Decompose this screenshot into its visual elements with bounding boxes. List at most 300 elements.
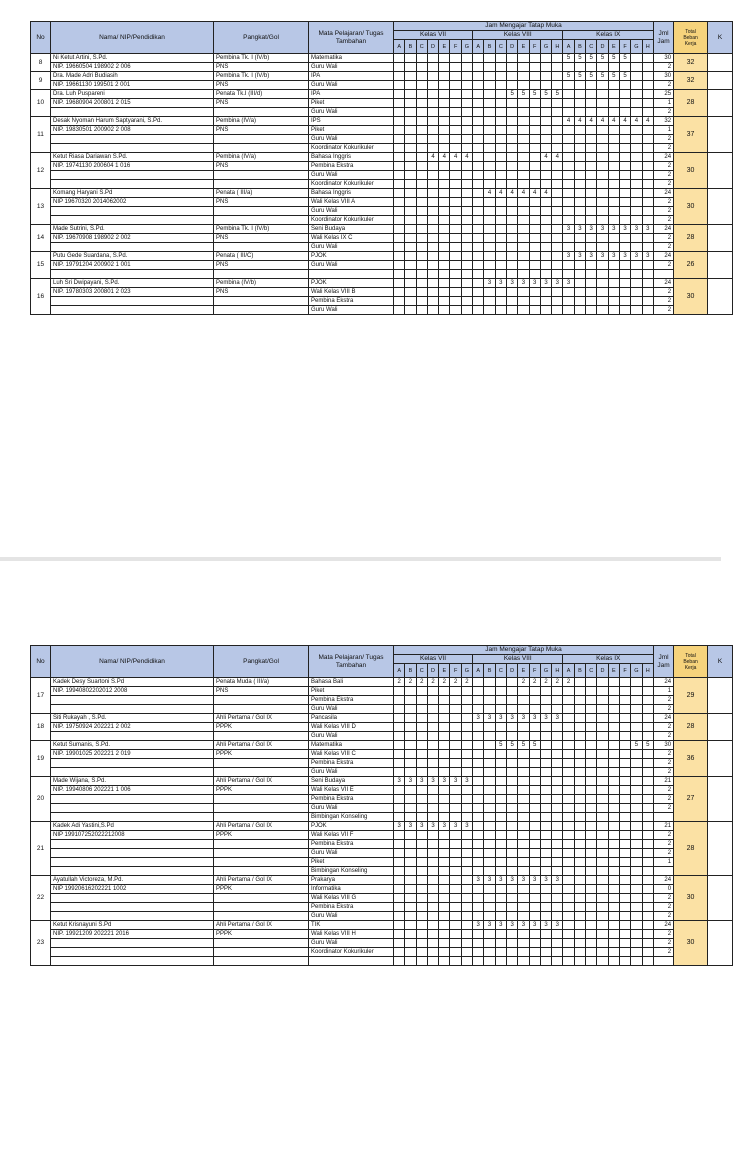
hours-cell [586, 216, 597, 225]
col-g8-e: E [518, 664, 529, 678]
hours-cell [518, 777, 529, 786]
hours-cell [427, 921, 438, 930]
hours-cell [461, 207, 472, 216]
hours-cell [563, 903, 574, 912]
hours-cell [552, 72, 563, 81]
jml-jam: 2 [654, 849, 674, 858]
hours-cell [427, 930, 438, 939]
hours-cell [439, 786, 450, 795]
hours-cell [394, 759, 405, 768]
hours-cell [427, 948, 438, 957]
hours-cell [540, 180, 551, 189]
table-row [31, 126, 733, 135]
hours-cell [608, 714, 619, 723]
col-g8-d: D [506, 664, 517, 678]
table-row [31, 732, 733, 741]
hours-cell [608, 144, 619, 153]
col-teaching-hours: Jam Mengajar Tatap Muka [394, 22, 654, 31]
hours-cell [608, 948, 619, 957]
hours-cell [416, 849, 427, 858]
teacher-rank [214, 135, 309, 144]
hours-cell [484, 261, 495, 270]
table-row [31, 678, 733, 687]
jml-jam: 2 [654, 768, 674, 777]
col-subject: Mata Pelajaran/ Tugas Tambahan [309, 646, 394, 678]
hours-cell [439, 189, 450, 198]
hours-cell [619, 90, 630, 99]
hours-cell [427, 90, 438, 99]
hours-cell [506, 849, 517, 858]
hours-cell [574, 732, 585, 741]
hours-cell [518, 750, 529, 759]
hours-cell [405, 732, 416, 741]
hours-cell [394, 714, 405, 723]
hours-cell [439, 252, 450, 261]
hours-cell [529, 840, 540, 849]
hours-cell [450, 795, 461, 804]
hours-cell [506, 732, 517, 741]
hours-cell [540, 270, 551, 279]
hours-cell [484, 198, 495, 207]
subject-task: Guru Wali [309, 306, 394, 315]
hours-cell [416, 912, 427, 921]
hours-cell [506, 144, 517, 153]
hours-cell [586, 297, 597, 306]
hours-cell [518, 795, 529, 804]
hours-cell: 2 [529, 678, 540, 687]
hours-cell [495, 207, 506, 216]
hours-cell [495, 804, 506, 813]
hours-cell [461, 279, 472, 288]
hours-cell [461, 252, 472, 261]
hours-cell [563, 171, 574, 180]
table-row [31, 849, 733, 858]
hours-cell [427, 831, 438, 840]
hours-cell: 4 [461, 153, 472, 162]
hours-cell [416, 180, 427, 189]
hours-cell [461, 234, 472, 243]
jml-jam: 2 [654, 63, 674, 72]
hours-cell [506, 957, 517, 966]
hours-cell [405, 108, 416, 117]
row-number: 8 [31, 54, 51, 72]
hours-cell [563, 687, 574, 696]
hours-cell [450, 696, 461, 705]
hours-cell [427, 144, 438, 153]
hours-cell [495, 759, 506, 768]
hours-cell [586, 840, 597, 849]
hours-cell [597, 786, 608, 795]
table-row [31, 840, 733, 849]
hours-cell: 3 [631, 252, 642, 261]
hours-cell [461, 750, 472, 759]
subject-task: Guru Wali [309, 732, 394, 741]
hours-cell [552, 723, 563, 732]
hours-cell [529, 180, 540, 189]
hours-cell [495, 768, 506, 777]
hours-cell [608, 777, 619, 786]
hours-cell [405, 930, 416, 939]
hours-cell [450, 144, 461, 153]
hours-cell [506, 162, 517, 171]
hours-cell [506, 831, 517, 840]
total-workload: 27 [674, 777, 708, 822]
hours-cell [473, 768, 484, 777]
hours-cell: 3 [563, 279, 574, 288]
hours-cell [529, 198, 540, 207]
hours-cell [552, 162, 563, 171]
hours-cell [473, 90, 484, 99]
hours-cell [439, 921, 450, 930]
hours-cell [552, 144, 563, 153]
subject-task: Piket [309, 687, 394, 696]
table-row [31, 903, 733, 912]
hours-cell [574, 180, 585, 189]
hours-cell [495, 198, 506, 207]
hours-cell [518, 234, 529, 243]
teacher-rank [214, 813, 309, 822]
teacher-name-nip: Ketut Sumanis, S.Pd. [51, 741, 214, 750]
hours-cell [574, 144, 585, 153]
teacher-rank [214, 207, 309, 216]
hours-cell [394, 732, 405, 741]
hours-cell [642, 786, 654, 795]
hours-cell [506, 885, 517, 894]
hours-cell [461, 885, 472, 894]
hours-cell [563, 867, 574, 876]
hours-cell [439, 126, 450, 135]
hours-cell [586, 930, 597, 939]
hours-cell [540, 243, 551, 252]
hours-cell [439, 813, 450, 822]
teacher-name-nip [51, 894, 214, 903]
teacher-rank [214, 867, 309, 876]
hours-cell [619, 849, 630, 858]
hours-cell [473, 126, 484, 135]
hours-cell [405, 786, 416, 795]
hours-cell [495, 894, 506, 903]
hours-cell [574, 876, 585, 885]
hours-cell [495, 687, 506, 696]
hours-cell [484, 777, 495, 786]
hours-cell [518, 144, 529, 153]
hours-cell [586, 939, 597, 948]
subject-task: IPS [309, 117, 394, 126]
hours-cell: 3 [506, 714, 517, 723]
subject-task: Guru Wali [309, 207, 394, 216]
hours-cell [518, 840, 529, 849]
hours-cell: 2 [405, 678, 416, 687]
hours-cell [619, 696, 630, 705]
hours-cell [439, 72, 450, 81]
hours-cell: 3 [416, 822, 427, 831]
hours-cell [427, 126, 438, 135]
hours-cell [439, 885, 450, 894]
hours-cell [427, 714, 438, 723]
hours-cell [427, 912, 438, 921]
table-row [31, 243, 733, 252]
hours-cell [484, 171, 495, 180]
hours-cell [540, 144, 551, 153]
hours-cell [518, 822, 529, 831]
hours-cell [473, 741, 484, 750]
hours-cell [495, 306, 506, 315]
subject-task: Wali Kelas VIII A [309, 198, 394, 207]
hours-cell: 5 [563, 54, 574, 63]
hours-cell [540, 162, 551, 171]
hours-cell [563, 822, 574, 831]
hours-cell [484, 252, 495, 261]
teacher-rank [214, 306, 309, 315]
hours-cell [540, 198, 551, 207]
hours-cell [506, 216, 517, 225]
hours-cell [495, 786, 506, 795]
hours-cell [439, 81, 450, 90]
teacher-rank: Penata Tk.I (III/d) [214, 90, 309, 99]
hours-cell [608, 723, 619, 732]
hours-cell [439, 894, 450, 903]
hours-cell [461, 189, 472, 198]
hours-cell [552, 270, 563, 279]
hours-cell [631, 894, 642, 903]
teacher-name-nip: Desak Nyoman Harum Saptyarani, S.Pd. [51, 117, 214, 126]
hours-cell [586, 732, 597, 741]
hours-cell [619, 858, 630, 867]
hours-cell [540, 261, 551, 270]
hours-cell [484, 117, 495, 126]
hours-cell [552, 705, 563, 714]
teacher-rank [214, 759, 309, 768]
hours-cell: 3 [495, 921, 506, 930]
hours-cell [495, 234, 506, 243]
table-row [31, 930, 733, 939]
hours-cell [619, 153, 630, 162]
hours-cell [586, 903, 597, 912]
hours-cell [405, 903, 416, 912]
hours-cell [495, 72, 506, 81]
hours-cell [450, 840, 461, 849]
total-workload: 29 [674, 678, 708, 714]
hours-cell [597, 714, 608, 723]
hours-cell [506, 180, 517, 189]
hours-cell: 3 [473, 876, 484, 885]
hours-cell [495, 705, 506, 714]
hours-cell: 3 [416, 777, 427, 786]
hours-cell [394, 189, 405, 198]
col-g9-c: C [586, 40, 597, 54]
table-row [31, 876, 733, 885]
teacher-name-nip [51, 732, 214, 741]
hours-cell [540, 777, 551, 786]
hours-cell [642, 279, 654, 288]
hours-cell [529, 750, 540, 759]
hours-cell [642, 894, 654, 903]
hours-cell [529, 957, 540, 966]
hours-cell [405, 72, 416, 81]
hours-cell [529, 99, 540, 108]
hours-cell [518, 207, 529, 216]
hours-cell [631, 678, 642, 687]
hours-cell [439, 54, 450, 63]
hours-cell [552, 795, 563, 804]
hours-cell [552, 117, 563, 126]
hours-cell [506, 288, 517, 297]
hours-cell [518, 117, 529, 126]
hours-cell [394, 72, 405, 81]
hours-cell [586, 804, 597, 813]
hours-cell [450, 189, 461, 198]
hours-cell [563, 840, 574, 849]
hours-cell [642, 243, 654, 252]
hours-cell [439, 297, 450, 306]
hours-cell [405, 840, 416, 849]
hours-cell: 3 [439, 777, 450, 786]
hours-cell: 5 [597, 72, 608, 81]
hours-cell [574, 903, 585, 912]
hours-cell [574, 939, 585, 948]
hours-cell [586, 306, 597, 315]
hours-cell [586, 180, 597, 189]
hours-cell [586, 171, 597, 180]
hours-cell [608, 81, 619, 90]
hours-cell [597, 831, 608, 840]
hours-cell [416, 270, 427, 279]
hours-cell [394, 948, 405, 957]
hours-cell [540, 126, 551, 135]
hours-cell [450, 723, 461, 732]
hours-cell [427, 216, 438, 225]
jml-jam: 30 [654, 741, 674, 750]
hours-cell: 3 [518, 714, 529, 723]
col-extra: K [708, 22, 733, 54]
total-workload: 30 [674, 153, 708, 189]
hours-cell [608, 216, 619, 225]
hours-cell [642, 831, 654, 840]
subject-task: IPA [309, 72, 394, 81]
hours-cell [529, 261, 540, 270]
hours-cell [506, 768, 517, 777]
hours-cell [506, 705, 517, 714]
col-grade-9: Kelas IX [563, 31, 654, 40]
hours-cell [631, 306, 642, 315]
hours-cell [552, 759, 563, 768]
hours-cell [495, 63, 506, 72]
col-g9-e: E [608, 664, 619, 678]
hours-cell [506, 903, 517, 912]
hours-cell: 3 [529, 279, 540, 288]
jml-jam: 2 [654, 180, 674, 189]
hours-cell [439, 90, 450, 99]
hours-cell [597, 162, 608, 171]
hours-cell [552, 903, 563, 912]
col-g9-f: F [619, 664, 630, 678]
hours-cell [563, 153, 574, 162]
teacher-rank: PNS [214, 63, 309, 72]
hours-cell [484, 912, 495, 921]
hours-cell [427, 162, 438, 171]
hours-cell [631, 108, 642, 117]
col-name: Nama/ NIP/Pendidikan [51, 646, 214, 678]
hours-cell [619, 723, 630, 732]
hours-cell [563, 795, 574, 804]
hours-cell [473, 162, 484, 171]
hours-cell [416, 261, 427, 270]
jml-jam: 2 [654, 786, 674, 795]
hours-cell [574, 153, 585, 162]
hours-cell [416, 903, 427, 912]
hours-cell [608, 270, 619, 279]
hours-cell [586, 723, 597, 732]
jml-jam: 2 [654, 795, 674, 804]
hours-cell [619, 216, 630, 225]
hours-cell [642, 72, 654, 81]
hours-cell [506, 72, 517, 81]
row-number: 11 [31, 117, 51, 153]
hours-cell [461, 921, 472, 930]
hours-cell [506, 135, 517, 144]
hours-cell [540, 135, 551, 144]
table-row [31, 858, 733, 867]
hours-cell [473, 180, 484, 189]
hours-cell [405, 804, 416, 813]
hours-cell [439, 99, 450, 108]
hours-cell [416, 207, 427, 216]
hours-cell [563, 705, 574, 714]
teacher-name-nip: NIP. 19680904 200801 2 015 [51, 99, 214, 108]
subject-task: Guru Wali [309, 108, 394, 117]
row-number: 10 [31, 90, 51, 117]
hours-cell [461, 261, 472, 270]
hours-cell [461, 948, 472, 957]
hours-cell [439, 804, 450, 813]
hours-cell [495, 813, 506, 822]
hours-cell: 3 [394, 822, 405, 831]
hours-cell [427, 723, 438, 732]
jml-jam: 2 [654, 930, 674, 939]
hours-cell [484, 687, 495, 696]
total-workload: 32 [674, 72, 708, 90]
hours-cell [631, 63, 642, 72]
hours-cell [586, 108, 597, 117]
hours-cell [563, 234, 574, 243]
hours-cell [439, 207, 450, 216]
hours-cell [394, 723, 405, 732]
hours-cell [416, 63, 427, 72]
hours-cell [586, 687, 597, 696]
hours-cell [631, 930, 642, 939]
hours-cell [473, 189, 484, 198]
hours-cell [439, 171, 450, 180]
table-row [31, 252, 733, 261]
jml-jam: 2 [654, 750, 674, 759]
hours-cell: 3 [552, 921, 563, 930]
col-subject: Mata Pelajaran/ Tugas Tambahan [309, 22, 394, 54]
hours-cell: 3 [495, 714, 506, 723]
hours-cell [405, 189, 416, 198]
subject-task: Pembina Ekstra [309, 759, 394, 768]
hours-cell [405, 957, 416, 966]
hours-cell [586, 831, 597, 840]
hours-cell [416, 162, 427, 171]
teacher-rank: PNS [214, 198, 309, 207]
hours-cell [552, 867, 563, 876]
teacher-rank: Penata ( III/C) [214, 252, 309, 261]
jml-jam: 2 [654, 144, 674, 153]
hours-cell [552, 306, 563, 315]
row-number: 20 [31, 777, 51, 822]
subject-task: Informatika [309, 885, 394, 894]
hours-cell [461, 957, 472, 966]
